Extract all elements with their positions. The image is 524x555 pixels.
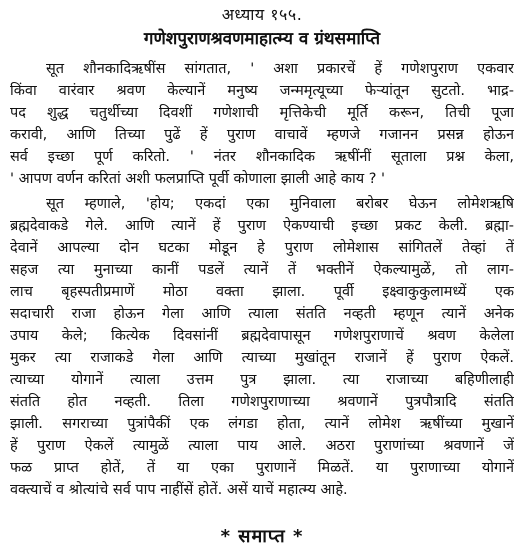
paragraph-line: फळ प्राप्त होतें, तें या एका पुराणानें मिळतें. या पुराणाच्या योगानें [10,460,514,476]
chapter-title: गणेशपुराणश्रवणमाहात्म्य व ग्रंथसमाप्ति [143,29,381,49]
end-mark: * समाप्त * [220,526,304,547]
paragraph-line: हें पुराण ऐकलें त्यामुळें त्याला पाय आले. अठरा पुराणांच्या श्रवणानें जें [10,438,514,454]
paragraph-line: किंवा वारंवार श्रवण केल्यानें मनुष्य जन्ममृत्यूच्या फेऱ्यांतून सुटतो. भाद्र- [10,83,514,99]
paragraph-line: करावी, आणि तिच्या पुढें हें पुराण वाचावें म्हणजे गजानन प्रसन्न होऊन [10,127,514,143]
paragraph-line: सूत शौनकादिऋषींस सांगतात, ' अशा प्रकारचें हें गणेशपुराण एकवार [46,61,514,77]
chapter-heading: अध्याय १५५. [221,5,303,24]
paragraph-line: सूत म्हणाले, 'होय; एकदां एका मुनिवाला बरोबर घेऊन लोमेशऋषि [46,196,514,212]
paragraph-line: वक्त्याचें व श्रोत्यांचे सर्व पाप नाहींसें होतें. असें याचें महात्म्य आहे. [10,482,348,498]
paragraph-line: ' आपण वर्णन करितां अशी फलप्राप्ति पूर्वी कोणाला झाली आहे काय ? ' [10,171,386,187]
paragraph-line: त्याच्या योगानें त्याला उत्तम पुत्र झाला. त्या राजाच्या बहिणीलाही [10,372,514,388]
paragraph-line: सहज त्या मुनाच्या कानीं पडलें त्यानें तें भक्तीनें ऐकल्यामुळें, तो लाग- [10,262,514,278]
paragraph-line: ब्रह्मदेवाकडे गेले. आणि त्यानें हें पुराण ऐकण्याची इच्छा प्रकट केली. ब्रह्मा- [10,218,514,234]
paragraph-line: सदाचारी राजा होऊन गेला आणि त्याला संतति नव्हती म्हणून त्यानें अनेक [10,306,514,322]
paragraph-line: उपाय केले; कित्येक दिवसांनीं ब्रह्मदेवापासून गणेशपुराणाचें श्रवण केलेला [10,328,514,344]
paragraph-line: मुकर त्या राजाकडे गेला आणि त्याच्या मुखांतून राजानें हें पुराण ऐकलें. [10,350,514,366]
paragraph-line: लाच बृहस्पतीप्रमाणें मोठा वक्ता झाला. पूर्वी इक्ष्वाकुकुलामध्यें एक [10,284,514,300]
paragraph-line: झाली. सगराच्या पुत्रांपैकीं एक लंगडा होता, त्यानें लोमेश ऋषींच्या मुखानें [10,416,514,432]
paragraph-line: देवानें आपल्या दोन घटका मोडून हे पुराण लोमेशास सांगितलें तेव्हां तें [10,240,514,256]
paragraph-line: सर्व इच्छा पूर्ण करितो. ' नंतर शौनकादिक ऋषींनीं सूताला प्रश्न केला, [10,149,514,165]
paragraph-line: संतति होत नव्हती. तिला गणेशपुराणाच्या श्रवणानें पुत्रपौत्रादि संतति [10,394,514,410]
paragraph-line: पद शुद्ध चतुर्थीच्या दिवशीं गणेशाची मृत्तिकेची मूर्ति करून, तिची पूजा [10,105,514,121]
